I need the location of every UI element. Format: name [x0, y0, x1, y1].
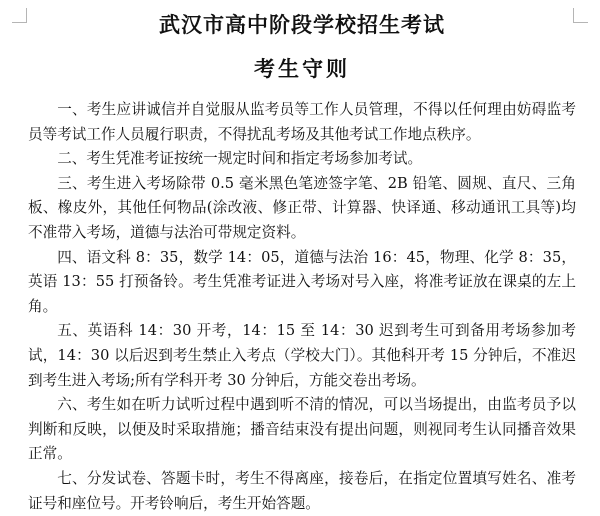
rule-paragraph-3: 三、考生进入考场除带 0.5 毫米黑色笔迹签字笔、2B 铅笔、圆规、直尺、三角板、橡皮外，其他任何物品(涂改液、修正带、计算器、快译通、移动通讯工具等)均不准带入考场，道德与法治可带规定资料。 — [28, 174, 576, 241]
crop-mark-top-left — [12, 8, 27, 23]
rule-paragraph-1: 一、考生应讲诚信并自觉服从监考员等工作人员管理，不得以任何理由妨碍监考员等考试工作人员履行职责，不得扰乱考场及其他考试工作地点秩序。 — [28, 101, 576, 143]
rule-paragraph-6: 六、考生如在听力试听过程中遇到听不清的情况，可以当场提出，由监考员予以判断和反映，以便及时采取措施；播音结束没有提出问题，则视同考生认同播音效果正常。 — [28, 396, 576, 463]
rule-paragraph-2: 二、考生凭准考证按统一规定时间和指定考场参加考试。 — [57, 150, 423, 168]
document-subtitle: 考生守则 — [254, 56, 350, 81]
rule-paragraph-4: 四、语文科 8：35，数学 14：05，道德与法治 16：45，物理、化学 8：35，英语 13：55 打预备铃。考生凭准考证进入考场对号入座，将准考证放在课桌的左上角。 — [28, 248, 576, 315]
document-title: 武汉市高中阶段学校招生考试 — [159, 12, 445, 37]
document-page — [28, 10, 576, 516]
rule-paragraph-5: 五、英语科 14：30 开考，14：15 至 14：30 迟到考生可到备用考场参加考试，14：30 以后迟到考生禁止入考点（学校大门）。其他科开考 15 分钟后，不准迟到考生进入考场;所有学科开考 30 分钟后，方能交卷出考场。 — [28, 322, 576, 389]
rule-paragraph-7: 七、分发试卷、答题卡时，考生不得离座，接卷后，在指定位置填写姓名、准考证号和座位号。开考铃响后，考生开始答题。 — [28, 469, 576, 512]
rules-list — [28, 98, 576, 516]
